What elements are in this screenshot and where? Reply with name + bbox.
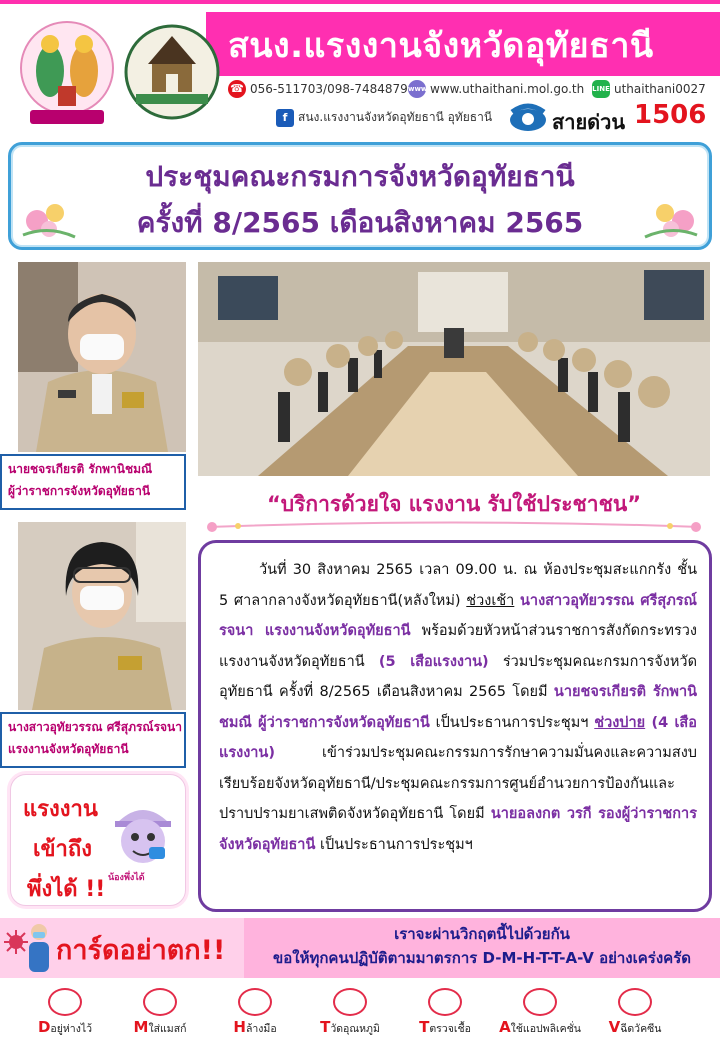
official-title: แรงงานจังหวัดอุทัยธานี bbox=[8, 742, 129, 756]
measure-text: วัดอุณหภูมิ bbox=[330, 1023, 380, 1035]
phone-icon: ☎ bbox=[228, 80, 246, 98]
official-mention: นางสาวอุทัยวรรณ ศรีสุภรณ์รจนา แรงงานจังหวัดอุทัยธานี bbox=[219, 592, 697, 639]
labor-line-2: เข้าถึง bbox=[33, 837, 92, 862]
measure-label bbox=[305, 1018, 395, 1037]
measure-letter: D bbox=[37, 1018, 51, 1036]
measure-item bbox=[305, 988, 395, 1040]
mascot-name: น้องพึ่งได้ bbox=[108, 873, 145, 883]
measure-letter: M bbox=[133, 1018, 149, 1036]
phone-number: 056-511703/098-7484879 bbox=[250, 82, 408, 96]
flower-left-icon bbox=[19, 195, 79, 241]
facebook-icon: f bbox=[276, 109, 294, 127]
flower-garland-icon bbox=[198, 520, 710, 534]
body-p6: เป็นประธานการประชุมฯ bbox=[315, 836, 473, 853]
measure-letter: T bbox=[320, 1018, 331, 1036]
measure-letter: V bbox=[608, 1018, 621, 1036]
measure-label bbox=[210, 1018, 300, 1037]
measure-letter: A bbox=[499, 1018, 511, 1036]
official-caption bbox=[0, 712, 186, 768]
governor-mention: นายชจรเกียรติ รักพานิชมณี ผู้ว่าราชการจังหวัดอุทัยธานี bbox=[219, 684, 697, 731]
measure-text: ตรวจเชื้อ bbox=[429, 1023, 471, 1035]
app-icon bbox=[523, 988, 557, 1016]
official-photo bbox=[18, 522, 186, 710]
mask-icon bbox=[143, 988, 177, 1016]
body-p3: ร่วมประชุมคณะกรมการจังหวัดอุทัยธานี ครั้งที่ 8/2565 เดือนสิงหาคม 2565 โดยมี bbox=[219, 653, 697, 700]
governor-title: ผู้ว่าราชการจังหวัดอุทัยธานี bbox=[8, 484, 151, 498]
handwash-icon bbox=[238, 988, 272, 1016]
measure-text: ล้างมือ bbox=[245, 1023, 277, 1035]
measure-text: ใส่แมสก์ bbox=[148, 1023, 187, 1035]
measure-label bbox=[495, 1018, 585, 1037]
dmhttav-measures bbox=[20, 988, 700, 1040]
warning-line-2: ขอให้ทุกคนปฏิบัติตามมาตรการ D-M-H-T-T-A-V อย่างเคร่งครัด bbox=[272, 949, 691, 967]
slogan: “บริการด้วยใจ แรงงาน รับใช้ประชาชน” bbox=[266, 492, 642, 516]
facebook-page[interactable]: สนง.แรงงานจังหวัดอุทัยธานี อุทัยธานี bbox=[298, 110, 493, 124]
thermometer-icon bbox=[333, 988, 367, 1016]
governor-caption bbox=[0, 454, 186, 510]
hotline-number: 1506 bbox=[634, 100, 707, 130]
meeting-photo bbox=[198, 262, 710, 476]
title-line-2: ครั้งที่ 8/2565 เดือนสิงหาคม 2565 bbox=[136, 206, 584, 239]
flower-right-icon bbox=[641, 195, 701, 241]
measure-letter: H bbox=[233, 1018, 246, 1036]
masked-person-icon bbox=[24, 922, 54, 974]
line-id[interactable]: uthaithani0027 bbox=[614, 82, 706, 96]
title-line-1: ประชุมคณะกรมการจังหวัดอุทัยธานี bbox=[145, 160, 575, 193]
measure-label bbox=[400, 1018, 490, 1037]
measure-item bbox=[210, 988, 300, 1040]
labor-line-3: พึ่งได้ !! bbox=[27, 877, 106, 902]
test-icon bbox=[428, 988, 462, 1016]
measure-text: อยู่ห่างไว้ bbox=[50, 1023, 93, 1035]
globe-icon: www bbox=[408, 80, 426, 98]
five-tigers-label: (5 เสือแรงงาน) bbox=[378, 653, 489, 670]
four-tigers-label: (4 เสือแรงงาน) bbox=[219, 714, 697, 761]
header bbox=[0, 0, 720, 132]
measure-label bbox=[590, 1018, 680, 1037]
website-contact[interactable] bbox=[408, 80, 584, 98]
line-icon: LINE bbox=[592, 80, 610, 98]
body-p4: เป็นประธานการประชุมฯ bbox=[429, 714, 595, 731]
header-title: สนง.แรงงานจังหวัดอุทัยธานี bbox=[228, 26, 654, 66]
measure-label bbox=[115, 1018, 205, 1037]
labor-badge bbox=[10, 774, 186, 906]
measure-item bbox=[20, 988, 110, 1040]
measure-text: ฉีดวัคซีน bbox=[620, 1023, 662, 1035]
ministry-seal-icon bbox=[12, 16, 122, 128]
title-box bbox=[8, 142, 712, 250]
distance-icon bbox=[48, 988, 82, 1016]
vaccine-icon bbox=[618, 988, 652, 1016]
line-contact[interactable] bbox=[592, 80, 706, 98]
warning-title: การ์ดอย่าตก!! bbox=[56, 935, 226, 966]
measure-item bbox=[115, 988, 205, 1040]
afternoon-label: ช่วงบ่าย bbox=[594, 714, 646, 731]
vice-governor-mention: นายอลงกต วรกี รองผู้ว่าราชการจังหวัดอุทัยธานี bbox=[219, 806, 697, 853]
body-box bbox=[198, 540, 712, 912]
measure-item bbox=[590, 988, 680, 1040]
phone-contact bbox=[228, 80, 408, 98]
body-p1: วันที่ 30 สิงหาคม 2565 เวลา 09.00 น. ณ ห้องประชุมสะแกกรัง ชั้น 5 ศาลากลางจังหวัดอุทัยธานี(หลังใหม่) bbox=[219, 562, 697, 609]
measure-label bbox=[20, 1018, 110, 1037]
measure-letter: T bbox=[419, 1018, 430, 1036]
morning-label: ช่วงเช้า bbox=[466, 592, 515, 609]
body-p5: เข้าร่วมประชุมคณะกรรมการรักษาความมั่นคงและความสงบเรียบร้อยจังหวัดอุทัยธานี/ประชุมคณะกรรมการศูนย์อำนวยการป้องกันและปราบปรามยาเสพติดจังหวัดอุทัยธานี โดยมี bbox=[219, 745, 697, 822]
body-text bbox=[219, 555, 697, 860]
governor-photo bbox=[18, 262, 186, 452]
hotline-phone-icon bbox=[508, 102, 548, 132]
province-seal-icon bbox=[122, 22, 222, 122]
measure-item bbox=[495, 988, 585, 1040]
website-url[interactable]: www.uthaithani.mol.go.th bbox=[430, 82, 585, 96]
labor-line-1: แรงงาน bbox=[23, 797, 98, 822]
mascot-icon bbox=[109, 797, 177, 869]
official-name: นางสาวอุทัยวรรณ ศรีสุภรณ์รจนา bbox=[8, 720, 182, 734]
hotline-label: สายด่วน bbox=[552, 110, 626, 134]
measure-item bbox=[400, 988, 490, 1040]
warning-line-1: เราจะผ่านวิกฤตนี้ไปด้วยกัน bbox=[394, 925, 570, 943]
facebook-contact[interactable] bbox=[276, 108, 492, 127]
body-p2: พร้อมด้วยหัวหน้าส่วนราชการสังกัดกระทรวงแรงงานจังหวัดอุทัยธานี bbox=[219, 623, 697, 670]
measure-text: ใช้แอปพลิเคชั่น bbox=[510, 1023, 581, 1035]
governor-name: นายชจรเกียรติ รักพานิชมณี bbox=[8, 462, 153, 476]
